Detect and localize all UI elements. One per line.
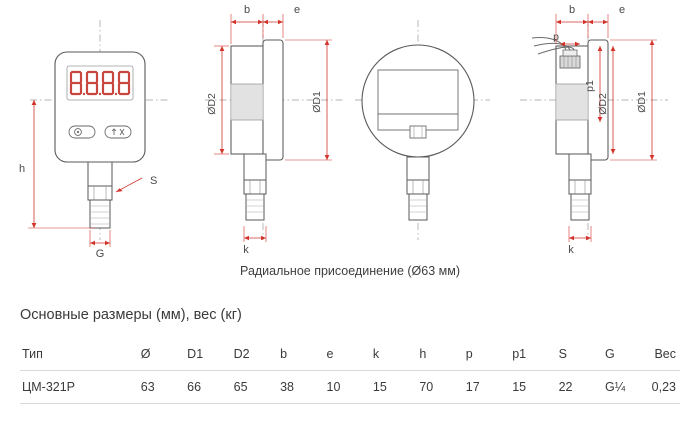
table-header-row [20,338,680,371]
dim-g [90,230,110,260]
thread-side [246,194,264,220]
dim-p-right-label: p [553,31,559,43]
footer-divider [0,418,700,419]
dim-k-right-label: k [568,244,574,256]
dim-b-left-label: b [243,4,251,16]
rear-plate [378,70,458,114]
table-body [20,371,680,404]
dim-e-right-label: e [618,4,626,16]
dim-p1-right-label: p1 [584,80,596,92]
dim-h-label: h [18,163,26,175]
button-right[interactable] [105,126,131,138]
dim-k-right [568,226,591,256]
cell-s: 22 [557,371,603,404]
button-left-icon-dot [77,131,79,133]
dim-g-label: G [95,248,105,260]
dim-b-right-label: b [568,4,576,16]
view-side-right [520,4,668,256]
cell-h: 70 [417,371,463,404]
hex-nut-side-2 [569,180,591,194]
cell-p: 17 [464,371,510,404]
button-left[interactable] [69,126,95,138]
dim-e-left [263,4,300,38]
neck-side [244,154,266,180]
neck-side-2 [569,154,591,180]
dim-k-left [243,226,266,256]
figure-caption: Радиальное присоединение (Ø63 мм) [240,264,460,278]
cell-diameter: 63 [139,371,185,404]
thread-rear [409,194,427,220]
cell-k: 15 [371,371,417,404]
cell-g: G¼ [603,371,650,404]
cell-e: 10 [325,371,371,404]
view-side-left [205,4,345,256]
neck-rear [407,157,429,180]
dim-d2-left-label: ØD2 [206,93,218,115]
cell-b: 38 [278,371,324,404]
leader-s-label: S [150,175,158,187]
col-header-g: G [603,338,650,371]
col-header-s: S [557,338,603,371]
cell-weight: 0,23 [650,371,680,404]
col-header-e: e [325,338,371,371]
table-row [20,371,680,404]
view-front [19,20,170,260]
col-header-d1: D1 [185,338,231,371]
hex-nut-side [244,180,266,194]
cable-gland [560,56,580,68]
col-header-d2: D2 [232,338,278,371]
thread-side-2 [571,194,589,220]
col-header-h: h [417,338,463,371]
cell-d1: 66 [185,371,231,404]
col-header-diameter: Ø [139,338,185,371]
table-head [20,338,680,371]
dim-e-right [588,4,625,38]
dim-d1-left-label: ØD1 [311,91,323,113]
view-rear [355,20,490,240]
col-header-p: p [464,338,510,371]
neck-front [88,162,112,186]
leader-s [116,175,157,192]
cell-p1: 15 [510,371,556,404]
hex-nut-rear [407,180,429,194]
dim-d2-right-label: ØD2 [597,93,609,115]
cell-d2: 65 [232,371,278,404]
cell-type: ЦМ-321Р [20,371,139,404]
hex-nut-front [88,186,112,200]
front-bezel-side [263,40,283,160]
rear-port-block [410,126,426,138]
dim-d1-right-label: ØD1 [636,91,648,113]
table-title: Основные размеры (мм), вес (кг) [20,307,242,323]
cable-gland-cap [563,50,577,56]
dim-k-left-label: k [243,244,249,256]
dimensions-table [20,338,680,404]
col-header-p1: p1 [510,338,556,371]
dim-b-left [231,4,263,44]
col-header-k: k [371,338,417,371]
dim-b-right [556,4,588,44]
body-shade [231,84,263,120]
col-header-weight: Вес [650,338,680,371]
col-header-type: Тип [20,338,139,371]
col-header-b: b [278,338,324,371]
dim-e-left-label: e [293,4,301,16]
